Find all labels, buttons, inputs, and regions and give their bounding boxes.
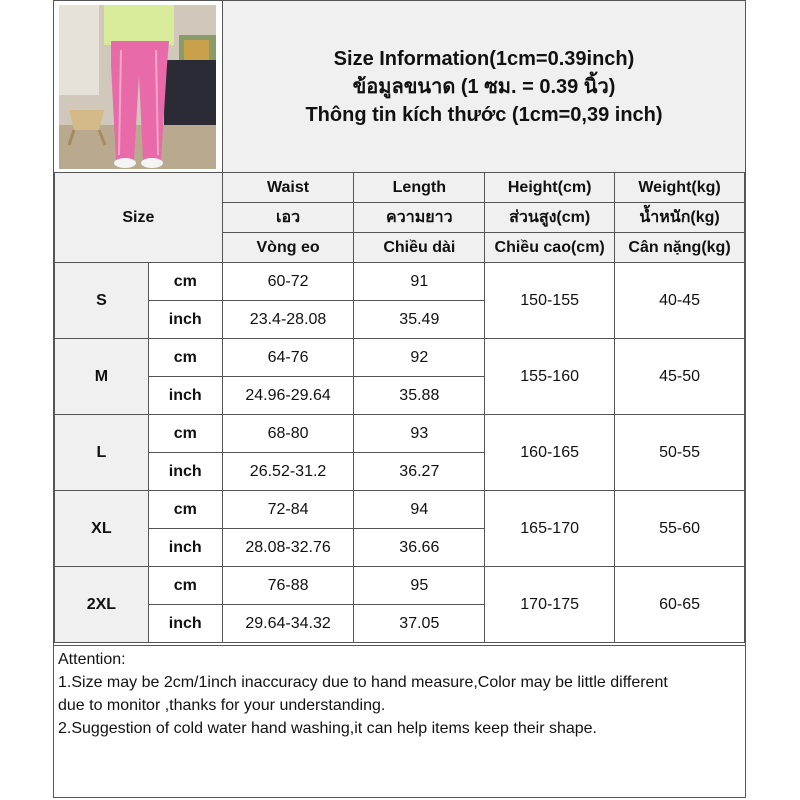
length-inch: 36.66 bbox=[354, 529, 485, 567]
weight-value: 55-60 bbox=[615, 491, 745, 567]
length-cm: 91 bbox=[354, 263, 485, 301]
notes-line-3: 2.Suggestion of cold water hand washing,it can help items keep their shape. bbox=[58, 720, 597, 737]
title-thai: ข้อมูลขนาด (1 ซม. = 0.39 นิ้ว) bbox=[352, 75, 616, 98]
size-table bbox=[54, 172, 745, 643]
notes-heading: Attention: bbox=[58, 651, 126, 668]
unit-inch: inch bbox=[148, 453, 222, 491]
size-label-m: M bbox=[55, 339, 149, 415]
unit-cm: cm bbox=[148, 415, 222, 453]
length-cm: 95 bbox=[354, 567, 485, 605]
size-label-2xl: 2XL bbox=[55, 567, 149, 643]
weight-value: 40-45 bbox=[615, 263, 745, 339]
waist-inch: 29.64-34.32 bbox=[222, 605, 354, 643]
model-pink-pants-image bbox=[59, 5, 216, 169]
waist-cm: 76-88 bbox=[222, 567, 354, 605]
col-weight-en: Weight(kg) bbox=[615, 173, 745, 203]
height-value: 155-160 bbox=[485, 339, 615, 415]
length-inch: 37.05 bbox=[354, 605, 485, 643]
unit-inch: inch bbox=[148, 377, 222, 415]
col-waist-th: เอว bbox=[222, 203, 354, 233]
size-info-title bbox=[222, 1, 745, 172]
waist-inch: 26.52-31.2 bbox=[222, 453, 354, 491]
length-cm: 92 bbox=[354, 339, 485, 377]
title-english: Size Information(1cm=0.39inch) bbox=[333, 47, 635, 70]
unit-cm: cm bbox=[148, 263, 222, 301]
unit-cm: cm bbox=[148, 491, 222, 529]
weight-value: 45-50 bbox=[615, 339, 745, 415]
title-vietnamese: Thông tin kích thước (1cm=0,39 inch) bbox=[305, 103, 663, 126]
length-inch: 35.88 bbox=[354, 377, 485, 415]
col-weight-th: น้ำหนัก(kg) bbox=[615, 203, 745, 233]
size-label-l: L bbox=[55, 415, 149, 491]
length-inch: 35.49 bbox=[354, 301, 485, 339]
waist-inch: 24.96-29.64 bbox=[222, 377, 354, 415]
col-length-en: Length bbox=[354, 173, 485, 203]
waist-inch: 23.4-28.08 bbox=[222, 301, 354, 339]
col-weight-vi: Cân nặng(kg) bbox=[615, 233, 745, 263]
height-value: 150-155 bbox=[485, 263, 615, 339]
product-photo bbox=[59, 5, 216, 169]
notes-line-2: due to monitor ,thanks for your understanding. bbox=[58, 697, 386, 714]
unit-inch: inch bbox=[148, 605, 222, 643]
unit-inch: inch bbox=[148, 529, 222, 567]
col-length-th: ความยาว bbox=[354, 203, 485, 233]
size-label-s: S bbox=[55, 263, 149, 339]
height-value: 165-170 bbox=[485, 491, 615, 567]
col-height-vi: Chiều cao(cm) bbox=[485, 233, 615, 263]
col-height-th: ส่วนสูง(cm) bbox=[485, 203, 615, 233]
attention-notes bbox=[54, 645, 745, 797]
size-header: Size bbox=[55, 173, 223, 263]
col-waist-en: Waist bbox=[222, 173, 354, 203]
unit-inch: inch bbox=[148, 301, 222, 339]
waist-cm: 68-80 bbox=[222, 415, 354, 453]
col-length-vi: Chiều dài bbox=[354, 233, 485, 263]
waist-cm: 72-84 bbox=[222, 491, 354, 529]
size-chart bbox=[53, 0, 746, 798]
height-value: 170-175 bbox=[485, 567, 615, 643]
unit-cm: cm bbox=[148, 567, 222, 605]
waist-cm: 64-76 bbox=[222, 339, 354, 377]
length-inch: 36.27 bbox=[354, 453, 485, 491]
weight-value: 60-65 bbox=[615, 567, 745, 643]
length-cm: 93 bbox=[354, 415, 485, 453]
weight-value: 50-55 bbox=[615, 415, 745, 491]
length-cm: 94 bbox=[354, 491, 485, 529]
notes-line-1: 1.Size may be 2cm/1inch inaccuracy due to hand measure,Color may be little different bbox=[58, 674, 668, 691]
unit-cm: cm bbox=[148, 339, 222, 377]
size-label-xl: XL bbox=[55, 491, 149, 567]
col-waist-vi: Vòng eo bbox=[222, 233, 354, 263]
waist-cm: 60-72 bbox=[222, 263, 354, 301]
header-section bbox=[54, 1, 745, 173]
height-value: 160-165 bbox=[485, 415, 615, 491]
col-height-en: Height(cm) bbox=[485, 173, 615, 203]
waist-inch: 28.08-32.76 bbox=[222, 529, 354, 567]
